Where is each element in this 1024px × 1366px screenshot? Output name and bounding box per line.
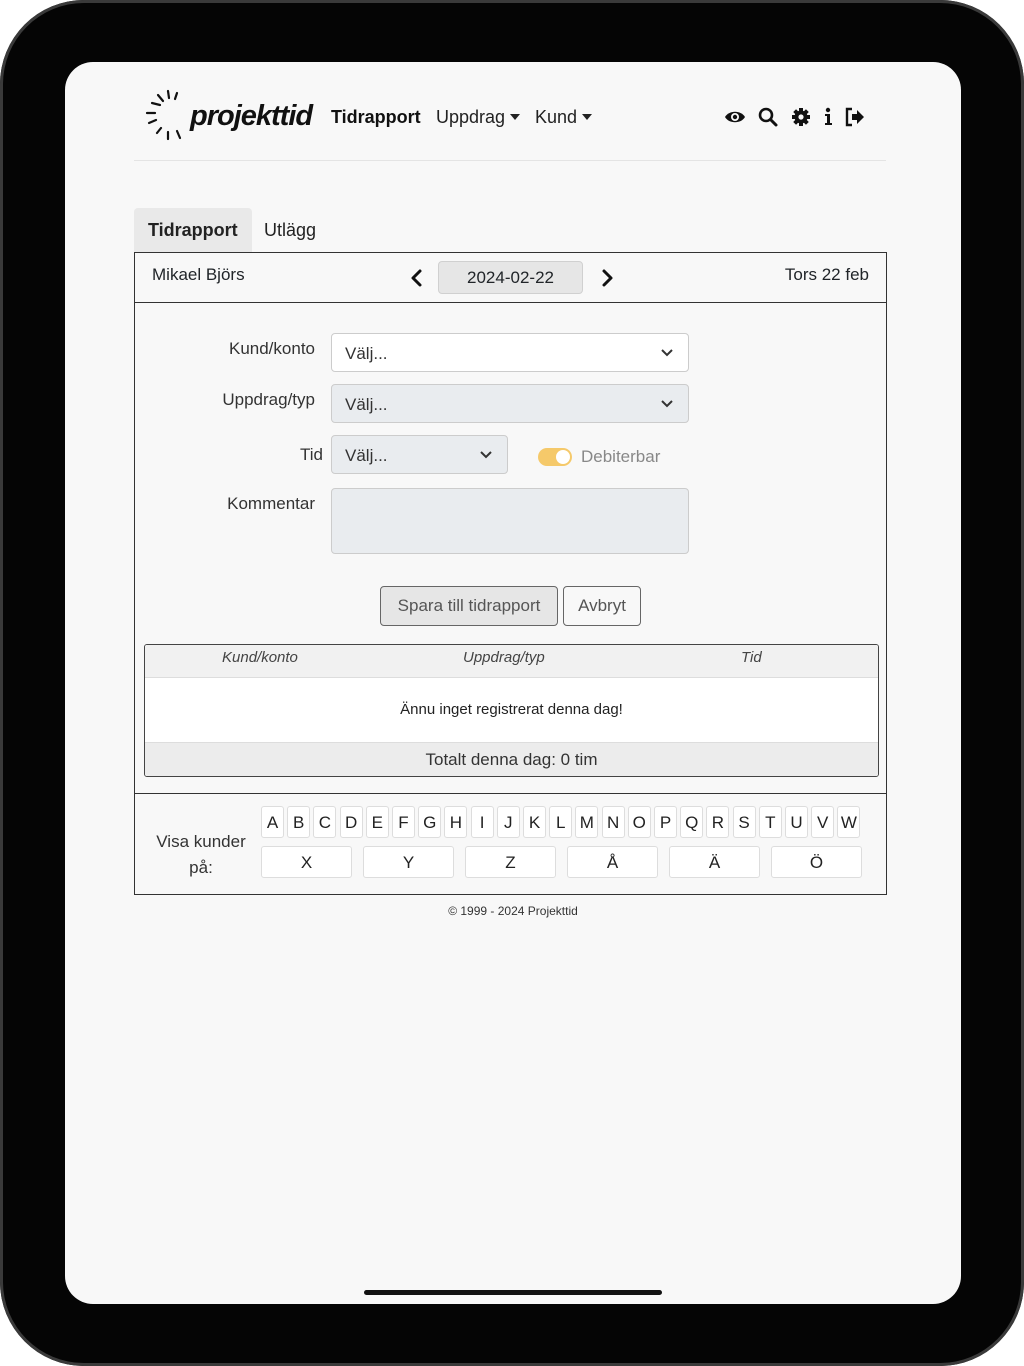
letter-button[interactable]: V	[811, 806, 834, 838]
time-label: Tid	[300, 445, 323, 464]
letter-button[interactable]: I	[471, 806, 494, 838]
toggle-knob	[556, 450, 570, 464]
letter-button[interactable]: T	[759, 806, 782, 838]
next-day-button[interactable]	[597, 267, 617, 289]
letter-button[interactable]: E	[366, 806, 389, 838]
gear-icon[interactable]	[790, 106, 812, 128]
column-header-customer: Kund/konto	[222, 649, 298, 666]
user-name: Mikael Björs	[152, 265, 245, 284]
time-select-value: Välj...	[345, 446, 388, 465]
letter-button[interactable]: D	[340, 806, 363, 838]
info-icon[interactable]	[817, 106, 839, 128]
customer-select-value: Välj...	[345, 344, 388, 363]
assignment-label: Uppdrag/typ	[222, 390, 315, 409]
letter-button[interactable]: B	[287, 806, 310, 838]
previous-day-button[interactable]	[407, 267, 427, 289]
save-button[interactable]: Spara till tidrapport	[380, 586, 558, 626]
customer-select[interactable]	[331, 333, 689, 372]
screen	[65, 62, 961, 1304]
entries-table	[144, 644, 879, 777]
alphabet-filter-label	[153, 829, 249, 881]
letter-button[interactable]: C	[313, 806, 336, 838]
nav-uppdrag-dropdown[interactable]	[436, 107, 520, 128]
nav-kund-label: Kund	[535, 107, 578, 127]
sunburst-logo-icon	[144, 87, 188, 151]
column-header-assignment: Uppdrag/typ	[463, 649, 545, 666]
logo-text: projekttid	[190, 100, 313, 132]
caret-down-icon	[510, 114, 520, 120]
nav-tidrapport[interactable]: Tidrapport	[331, 107, 421, 127]
divider	[135, 793, 886, 794]
copyright: © 1999 - 2024 Projekttid	[448, 904, 578, 918]
caret-down-icon	[582, 114, 592, 120]
day-label: Tors 22 feb	[784, 265, 869, 284]
billable-label: Debiterbar	[581, 447, 661, 466]
search-icon[interactable]	[757, 106, 779, 128]
letter-button[interactable]: Q	[680, 806, 703, 838]
empty-message: Ännu inget registrerat denna dag!	[400, 701, 623, 718]
letter-button[interactable]: Z	[465, 846, 556, 878]
chevron-down-icon	[660, 348, 674, 358]
day-total: Totalt denna dag: 0 tim	[145, 742, 878, 777]
letter-button[interactable]: A	[261, 806, 284, 838]
letter-button[interactable]: S	[733, 806, 756, 838]
letter-button[interactable]: K	[523, 806, 546, 838]
table-header	[145, 645, 878, 678]
eye-icon[interactable]	[724, 106, 746, 128]
letter-button[interactable]: G	[418, 806, 441, 838]
chevron-down-icon	[479, 450, 493, 460]
letter-button[interactable]: O	[628, 806, 651, 838]
card-header	[135, 253, 886, 303]
home-indicator	[364, 1290, 662, 1295]
chevron-right-icon	[597, 267, 617, 289]
letter-button[interactable]: P	[654, 806, 677, 838]
letter-button[interactable]: F	[392, 806, 415, 838]
assignment-select[interactable]	[331, 384, 689, 423]
nav-kund-dropdown[interactable]	[535, 107, 592, 128]
letter-button[interactable]: H	[444, 806, 467, 838]
letter-button[interactable]: Å	[567, 846, 658, 878]
letter-button[interactable]: W	[837, 806, 860, 838]
customer-label: Kund/konto	[228, 339, 315, 358]
letter-button[interactable]: M	[575, 806, 598, 838]
letter-button[interactable]: U	[785, 806, 808, 838]
alphabet-filter-label-line1: Visa kunder	[156, 832, 246, 851]
letter-button[interactable]: N	[602, 806, 625, 838]
comment-label: Kommentar	[227, 494, 315, 513]
date-picker[interactable]: 2024-02-22	[438, 261, 583, 294]
letter-button[interactable]: Ä	[669, 846, 760, 878]
cancel-button[interactable]: Avbryt	[563, 586, 641, 626]
timesheet-card	[134, 252, 887, 895]
time-select[interactable]	[331, 435, 508, 474]
letter-button[interactable]: J	[497, 806, 520, 838]
sign-out-icon[interactable]	[844, 106, 866, 128]
alphabet-filter-label-line2: på:	[189, 858, 213, 877]
letter-button[interactable]: R	[706, 806, 729, 838]
letter-button[interactable]: X	[261, 846, 352, 878]
letter-button[interactable]: Y	[363, 846, 454, 878]
navbar	[134, 82, 886, 161]
letter-button[interactable]: L	[549, 806, 572, 838]
column-header-time: Tid	[741, 649, 762, 666]
letter-button[interactable]: Ö	[771, 846, 862, 878]
assignment-select-value: Välj...	[345, 395, 388, 414]
billable-toggle[interactable]	[538, 448, 572, 466]
chevron-left-icon	[407, 267, 427, 289]
tab-tidrapport[interactable]: Tidrapport	[134, 208, 252, 252]
comment-textarea[interactable]	[331, 488, 689, 554]
chevron-down-icon	[660, 399, 674, 409]
nav-uppdrag-label: Uppdrag	[436, 107, 506, 127]
logo[interactable]	[144, 87, 313, 151]
tab-utlagg[interactable]: Utlägg	[264, 220, 317, 240]
